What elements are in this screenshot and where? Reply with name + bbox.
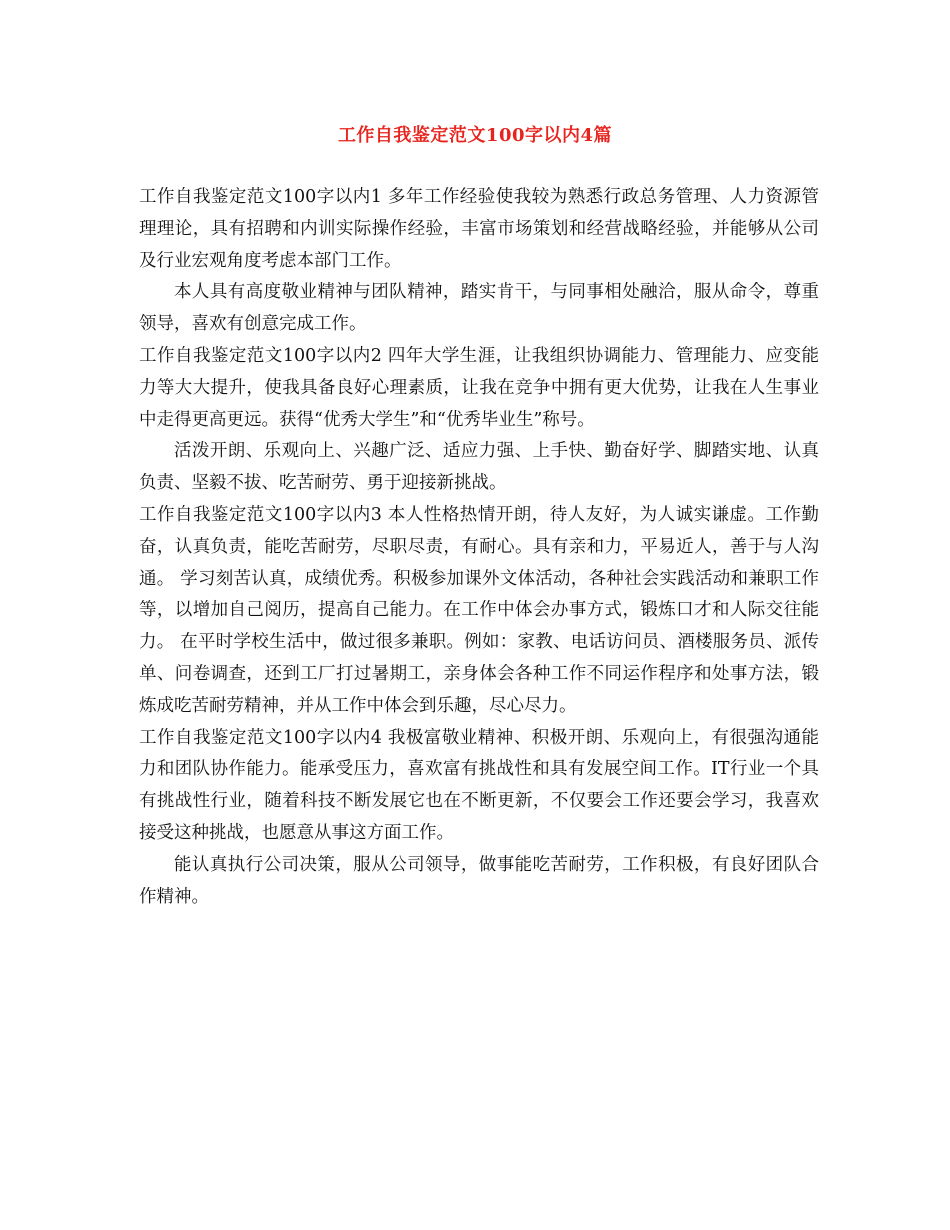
section-3-lead-paragraph	[139, 500, 819, 723]
section-2-paragraph: 活泼开朗、乐观向上、兴趣广泛、适应力强、上手快、勤奋好学、脚踏实地、认真负责、坚毅不拔、吃苦耐劳、勇于迎接新挑战。	[139, 441, 819, 494]
section-3-heading: 工作自我鉴定范文100字以内3	[139, 504, 382, 525]
section-2-heading: 工作自我鉴定范文100字以内2	[139, 345, 382, 366]
section-4-heading: 工作自我鉴定范文100字以内4	[139, 727, 382, 748]
section-4-paragraph: 能认真执行公司决策，服从公司领导，做事能吃苦耐劳，工作积极，有良好团队合作精神。	[139, 854, 819, 907]
section-1-paragraph: 本人具有高度敬业精神与团队精神，踏实肯干，与同事相处融洽，服从命令，尊重领导，喜欢有创意完成工作。	[139, 282, 819, 335]
section-2-lead-paragraph	[139, 341, 819, 436]
section-2-lead-text: 四年大学生涯，让我组织协调能力、管理能力、应变能力等大大提升，使我具备良好心理素质，让我在竞争中拥有更大优势，让我在人生事业中走得更高更远。获得“优秀大学生”和“优秀毕业生”称号。	[139, 345, 819, 430]
section-1-lead-text: 多年工作经验使我较为熟悉行政总务管理、人力资源管理理论，具有招聘和内训实际操作经验，丰富市场策划和经营战略经验，并能够从公司及行业宏观角度考虑本部门工作。	[139, 187, 819, 271]
section-1-lead-paragraph	[139, 182, 819, 277]
document-body	[139, 182, 819, 913]
document-title: 工作自我鉴定范文100字以内4篇	[337, 125, 613, 146]
section-3-lead-text: 本人性格热情开朗，待人友好，为人诚实谦虚。工作勤奋，认真负责，能吃苦耐劳，尽职尽责，有耐心。具有亲和力，平易近人，善于与人沟通。 学习刻苦认真，成绩优秀。积极参加课外文体活动，各种社会实践活动和兼职工作等，以增加自己阅历，提高自己能力。在工作中体会办事方式，锻炼口才和人际交往能力。 在平时学校生活中，做过很多兼职。例如：家教、电话访问员、酒楼服务员、派传单、问卷调查，还到工厂打过暑期工，亲身体会各种工作不同运作程序和处事方法，锻炼成吃苦耐劳精神，并从工作中体会到乐趣，尽心尽力。	[139, 504, 819, 716]
section-4-lead-text: 我极富敬业精神、积极开朗、乐观向上，有很强沟通能力和团队协作能力。能承受压力，喜欢富有挑战性和具有发展空间工作。IT行业一个具有挑战性行业，随着科技不断发展它也在不断更新，不仅要会工作还要会学习，我喜欢接受这种挑战，也愿意从事这方面工作。	[139, 727, 819, 843]
section-1-heading: 工作自我鉴定范文100字以内1	[139, 187, 382, 207]
section-4-lead-paragraph	[139, 723, 819, 850]
